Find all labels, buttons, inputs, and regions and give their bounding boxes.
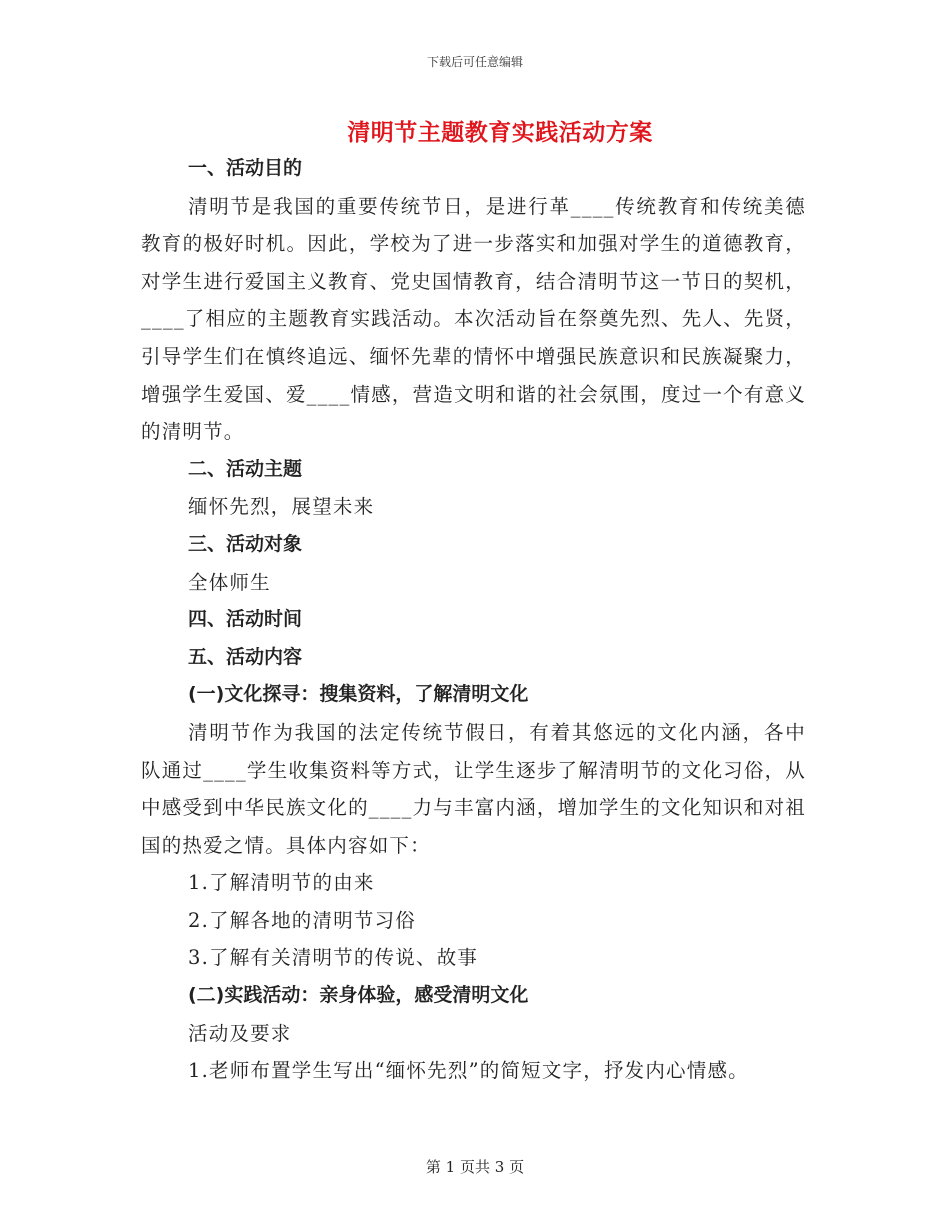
section-heading-time: 四、活动时间 [188, 608, 303, 631]
paragraph-culture: 清明节作为我国的法定传统节假日，有着其悠远的文化内涵，各中队通过____学生收集资料等方式，让学生逐步了解清明节的文化习俗，从中感受到中华民族文化的____力与丰富内涵，增加学生的文化知识和对祖国的热爱之情。具体内容如下： [141, 720, 806, 857]
document-body [141, 150, 806, 1090]
text-theme: 缅怀先烈，展望未来 [188, 495, 375, 519]
page-footer: 第 1 页共 3 页 [425, 1158, 525, 1176]
list-item: 2.了解各地的清明节习俗 [188, 908, 417, 932]
subsection-heading-culture: (一)文化探寻：搜集资料，了解清明文化 [188, 683, 529, 706]
section-heading-target: 三、活动对象 [188, 532, 303, 555]
page-header: 下载后可任意编辑 [426, 55, 523, 69]
document-title: 清明节主题教育实践活动方案 [347, 119, 653, 146]
section-heading-content: 五、活动内容 [188, 645, 303, 668]
section-heading-purpose: 一、活动目的 [188, 157, 303, 179]
section-heading-theme: 二、活动主题 [188, 457, 303, 480]
subsection-heading-practice: (二)实践活动：亲身体验，感受清明文化 [188, 984, 529, 1007]
list-item: 1.老师布置学生写出“缅怀先烈”的简短文字，抒发内心情感。 [188, 1059, 749, 1083]
list-item: 1.了解清明节的由来 [188, 871, 375, 895]
list-item: 3.了解有关清明节的传说、故事 [188, 946, 479, 970]
paragraph-purpose: 清明节是我国的重要传统节日，是进行革____传统教育和传统美德教育的极好时机。因此，学校为了进一步落实和加强对学生的道德教育，对学生进行爱国主义教育、党史国情教育，结合清明节这一节日的契机，____了相应的主题教育实践活动。本次活动旨在祭奠先烈、先人、先贤，引导学生们在慎终追远、缅怀先辈的情怀中增强民族意识和民族凝聚力，增强学生爱国、爱____情感，营造文明和谐的社会氛围，度过一个有意义的清明节。 [141, 194, 806, 444]
text-target: 全体师生 [188, 570, 271, 594]
text-practice: 活动及要求 [188, 1021, 292, 1045]
